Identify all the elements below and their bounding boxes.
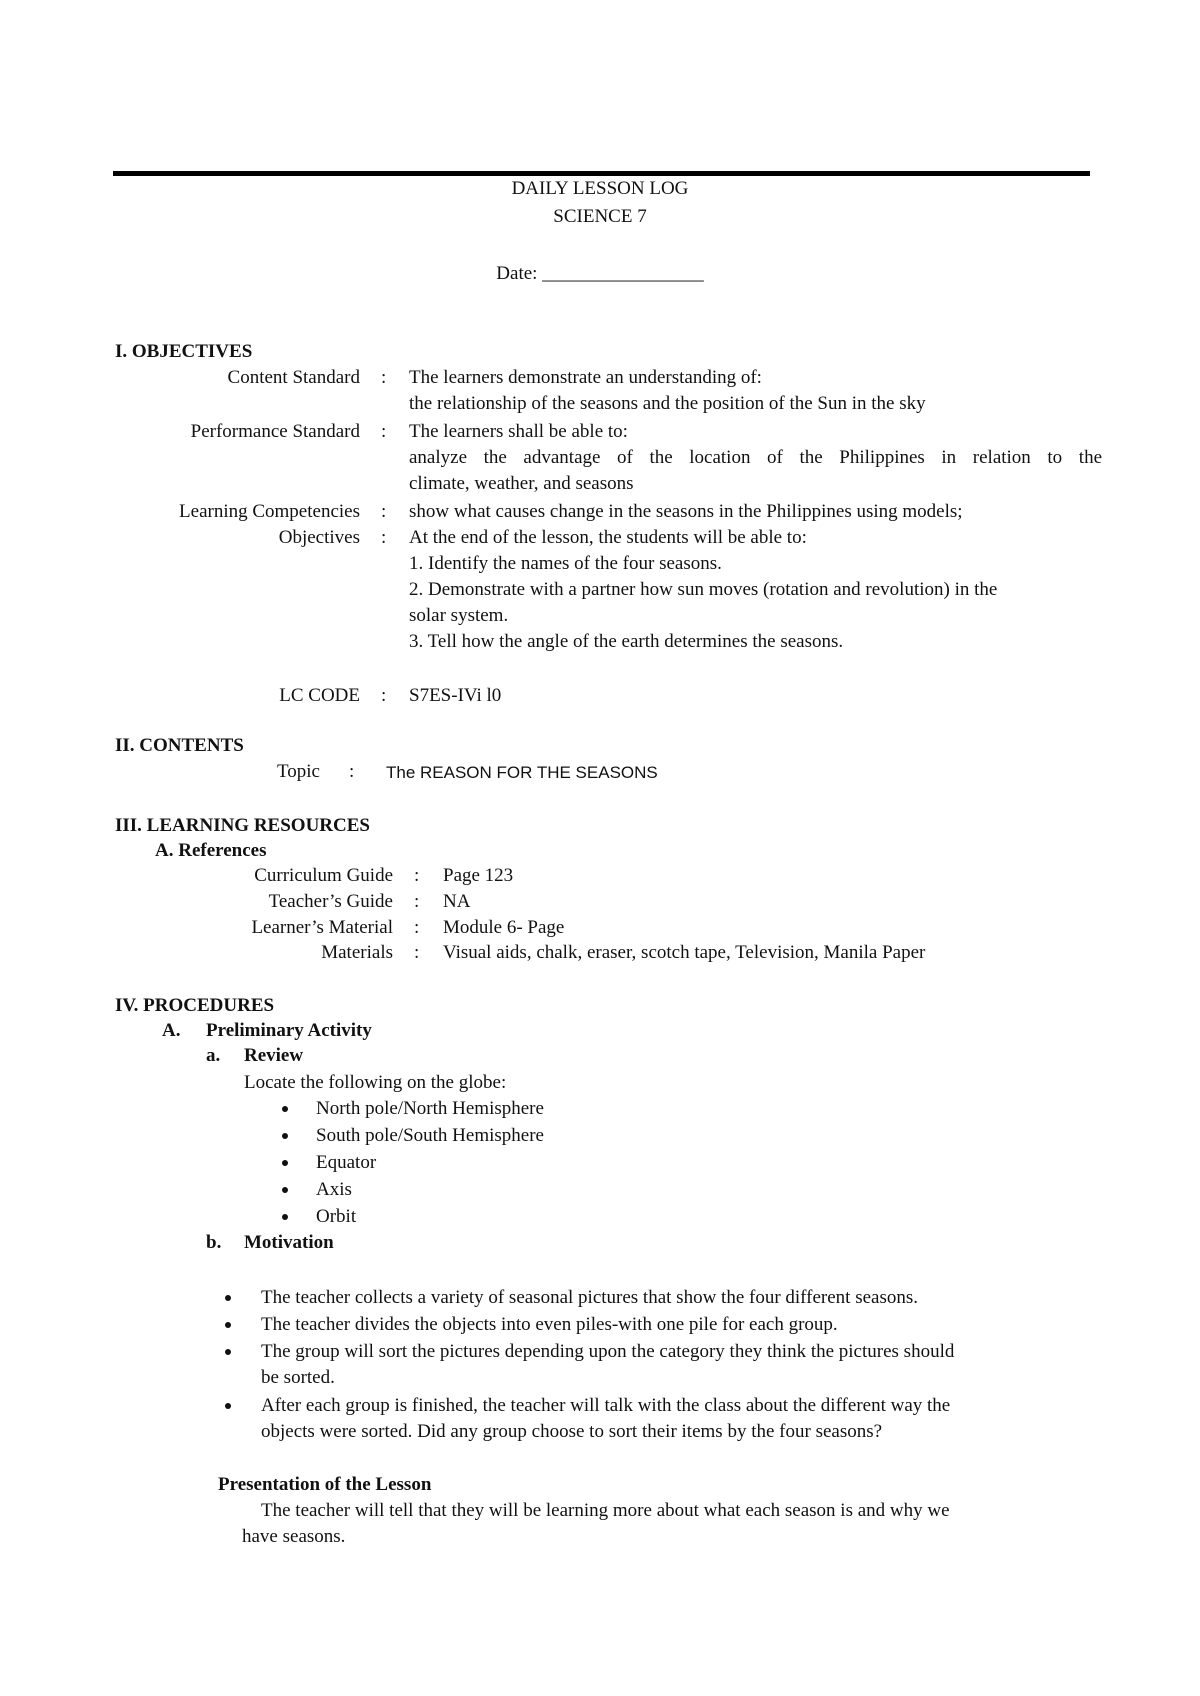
performance-standard-label: Performance Standard <box>190 421 360 442</box>
preliminary-marker: A. <box>162 1020 181 1041</box>
list-item: After each group is finished, the teacher will talk with the class about the different way the <box>261 1395 951 1416</box>
colon: : <box>381 685 387 706</box>
curriculum-guide-value: Page 123 <box>443 865 514 886</box>
bullet-icon <box>225 1403 231 1409</box>
performance-standard-line2: analyze the advantage of the location of the Philippines in relation to the <box>409 447 1102 468</box>
list-item-continued: be sorted. <box>261 1367 335 1388</box>
topic-label: Topic <box>277 761 320 782</box>
colon: : <box>414 917 420 938</box>
curriculum-guide-label: Curriculum Guide <box>254 865 393 886</box>
bullet-icon <box>225 1295 231 1301</box>
learning-competencies-label: Learning Competencies <box>179 501 360 522</box>
objectives-intro: At the end of the lesson, the students will be able to: <box>409 527 807 548</box>
bullet-icon <box>282 1133 288 1139</box>
list-item: South pole/South Hemisphere <box>316 1125 544 1146</box>
colon: : <box>381 367 387 388</box>
review-intro: Locate the following on the globe: <box>244 1072 507 1093</box>
bullet-icon <box>282 1214 288 1220</box>
objectives-heading: I. OBJECTIVES <box>115 341 253 362</box>
list-item: Axis <box>316 1179 352 1200</box>
objectives-label: Objectives <box>278 527 360 548</box>
colon: : <box>381 527 387 548</box>
learning-competencies-text: show what causes change in the seasons in the Philippines using models; <box>409 501 963 522</box>
list-item: The group will sort the pictures depending upon the category they think the pictures should <box>261 1341 955 1362</box>
topic-value: The REASON FOR THE SEASONS <box>386 763 658 782</box>
content-standard-line1: The learners demonstrate an understanding of: <box>409 367 762 388</box>
bullet-icon <box>225 1349 231 1355</box>
list-item-continued: objects were sorted. Did any group choose to sort their items by the four seasons? <box>261 1421 883 1442</box>
objective-2-line2: solar system. <box>409 605 509 626</box>
lc-code-value: S7ES-IVi l0 <box>409 685 502 706</box>
bullet-icon <box>282 1160 288 1166</box>
colon: : <box>349 761 355 782</box>
colon: : <box>381 421 387 442</box>
colon: : <box>381 501 387 522</box>
presentation-line2: have seasons. <box>242 1526 346 1547</box>
teachers-guide-label: Teacher’s Guide <box>268 891 393 912</box>
lc-code-label: LC CODE <box>279 685 360 706</box>
top-rule <box>113 171 1090 176</box>
colon: : <box>414 865 420 886</box>
list-item: The teacher collects a variety of seasonal pictures that show the four different seasons. <box>261 1287 919 1308</box>
objective-1: 1. Identify the names of the four seasons. <box>409 553 722 574</box>
objective-2-line1: 2. Demonstrate with a partner how sun moves (rotation and revolution) in the <box>409 579 998 600</box>
document-subject: SCIENCE 7 <box>553 206 647 227</box>
content-standard-label: Content Standard <box>227 367 360 388</box>
presentation-title: Presentation of the Lesson <box>218 1474 432 1495</box>
list-item: Orbit <box>316 1206 357 1227</box>
materials-value: Visual aids, chalk, eraser, scotch tape, Television, Manila Paper <box>443 942 926 963</box>
references-heading: A. References <box>155 840 267 861</box>
preliminary-title: Preliminary Activity <box>206 1020 372 1041</box>
presentation-line1: The teacher will tell that they will be learning more about what each season is and why we <box>261 1500 950 1521</box>
colon: : <box>414 891 420 912</box>
teachers-guide-value: NA <box>443 891 471 912</box>
bullet-icon <box>282 1187 288 1193</box>
bullet-icon <box>225 1322 231 1328</box>
list-item: Equator <box>316 1152 377 1173</box>
content-standard-line2: the relationship of the seasons and the position of the Sun in the sky <box>409 393 926 414</box>
document-title: DAILY LESSON LOG <box>511 178 689 199</box>
date-line: Date: _________________ <box>496 263 704 284</box>
review-title: Review <box>244 1045 304 1066</box>
list-item: North pole/North Hemisphere <box>316 1098 544 1119</box>
bullet-icon <box>282 1106 288 1112</box>
objective-3: 3. Tell how the angle of the earth determines the seasons. <box>409 631 844 652</box>
materials-label: Materials <box>321 942 393 963</box>
performance-standard-line1: The learners shall be able to: <box>409 421 628 442</box>
learners-material-value: Module 6- Page <box>443 917 565 938</box>
motivation-title: Motivation <box>244 1232 334 1253</box>
contents-heading: II. CONTENTS <box>115 735 244 756</box>
motivation-marker: b. <box>206 1232 222 1253</box>
list-item: The teacher divides the objects into even piles-with one pile for each group. <box>261 1314 838 1335</box>
learners-material-label: Learner’s Material <box>251 917 393 938</box>
resources-heading: III. LEARNING RESOURCES <box>115 815 370 836</box>
performance-standard-line3: climate, weather, and seasons <box>409 473 634 494</box>
procedures-heading: IV. PROCEDURES <box>115 995 275 1016</box>
colon: : <box>414 942 420 963</box>
review-marker: a. <box>206 1045 221 1066</box>
